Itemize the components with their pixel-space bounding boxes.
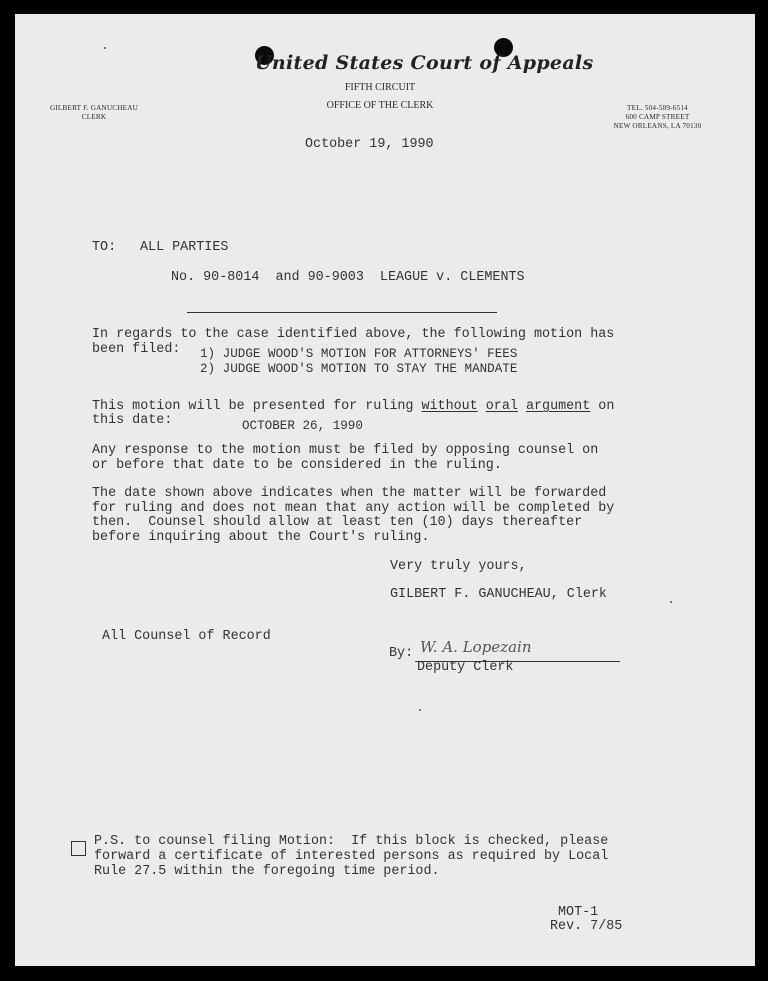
form-revision: Rev. 7/85 bbox=[550, 919, 623, 934]
without-underlined: without bbox=[421, 399, 478, 414]
response-line-1: Any response to the motion must be filed by opposing counsel on bbox=[92, 443, 599, 458]
scan-speck bbox=[670, 601, 672, 603]
presented-line bbox=[92, 399, 614, 414]
scan-speck bbox=[419, 709, 421, 711]
letter-date: October 19, 1990 bbox=[305, 137, 434, 152]
ps-line-1: P.S. to counsel filing Motion: If this block is checked, please bbox=[94, 834, 609, 849]
oral-underlined: oral bbox=[485, 399, 518, 414]
case-underline bbox=[187, 312, 497, 313]
clerk-name: GILBERT F. GANUCHEAU bbox=[49, 104, 139, 112]
circuit-label: FIFTH CIRCUIT bbox=[344, 82, 416, 93]
note-line-1: The date shown above indicates when the matter will be forwarded bbox=[92, 486, 607, 501]
street-address: 600 CAMP STREET bbox=[625, 113, 690, 121]
note-line-4: before inquiring about the Court's ruling. bbox=[92, 530, 430, 545]
presented-post: on bbox=[590, 399, 615, 414]
ps-line-3: Rule 27.5 within the foregoing time period. bbox=[94, 864, 440, 879]
argument-underlined: argument bbox=[525, 399, 591, 414]
this-date-label: this date: bbox=[92, 413, 173, 428]
city-address: NEW ORLEANS, LA 70130 bbox=[613, 122, 702, 130]
to-value: ALL PARTIES bbox=[140, 240, 229, 255]
motion-item-2: 2) JUDGE WOOD'S MOTION TO STAY THE MANDATE bbox=[200, 362, 518, 376]
to-label: TO: bbox=[92, 240, 117, 255]
signature: W. A. Lopezain bbox=[420, 638, 532, 656]
office-label: OFFICE OF THE CLERK bbox=[326, 100, 434, 111]
ruling-date: OCTOBER 26, 1990 bbox=[242, 419, 363, 433]
deputy-clerk-label: Deputy Clerk bbox=[417, 660, 514, 675]
note-line-3: then. Counsel should allow at least ten (10) days thereafter bbox=[92, 515, 583, 530]
motion-item-1: 1) JUDGE WOOD'S MOTION FOR ATTORNEYS' FEES bbox=[200, 347, 518, 361]
court-name: United States Court of Appeals bbox=[255, 52, 594, 74]
by-label: By: bbox=[389, 646, 414, 661]
ps-line-2: forward a certificate of interested persons as required by Local bbox=[94, 849, 609, 864]
ps-checkbox[interactable] bbox=[71, 841, 86, 856]
salutation: Very truly yours, bbox=[390, 559, 527, 574]
cc-line: All Counsel of Record bbox=[102, 629, 271, 644]
note-line-2: for ruling and does not mean that any action will be completed by bbox=[92, 501, 615, 516]
form-code: MOT-1 bbox=[558, 905, 599, 920]
case-line: No. 90-8014 and 90-9003 LEAGUE v. CLEMENTS bbox=[171, 270, 525, 285]
letter-page bbox=[15, 14, 755, 966]
scan-speck bbox=[104, 47, 106, 49]
regards-line-1: In regards to the case identified above, the following motion has bbox=[92, 327, 615, 342]
signer-name: GILBERT F. GANUCHEAU, Clerk bbox=[390, 587, 607, 602]
tel-number: TEL. 504-589-6514 bbox=[627, 104, 688, 112]
regards-line-2: been filed: bbox=[92, 342, 181, 357]
clerk-title: CLERK bbox=[81, 113, 107, 121]
presented-text: This motion will be presented for ruling bbox=[92, 399, 422, 414]
response-line-2: or before that date to be considered in the ruling. bbox=[92, 458, 502, 473]
